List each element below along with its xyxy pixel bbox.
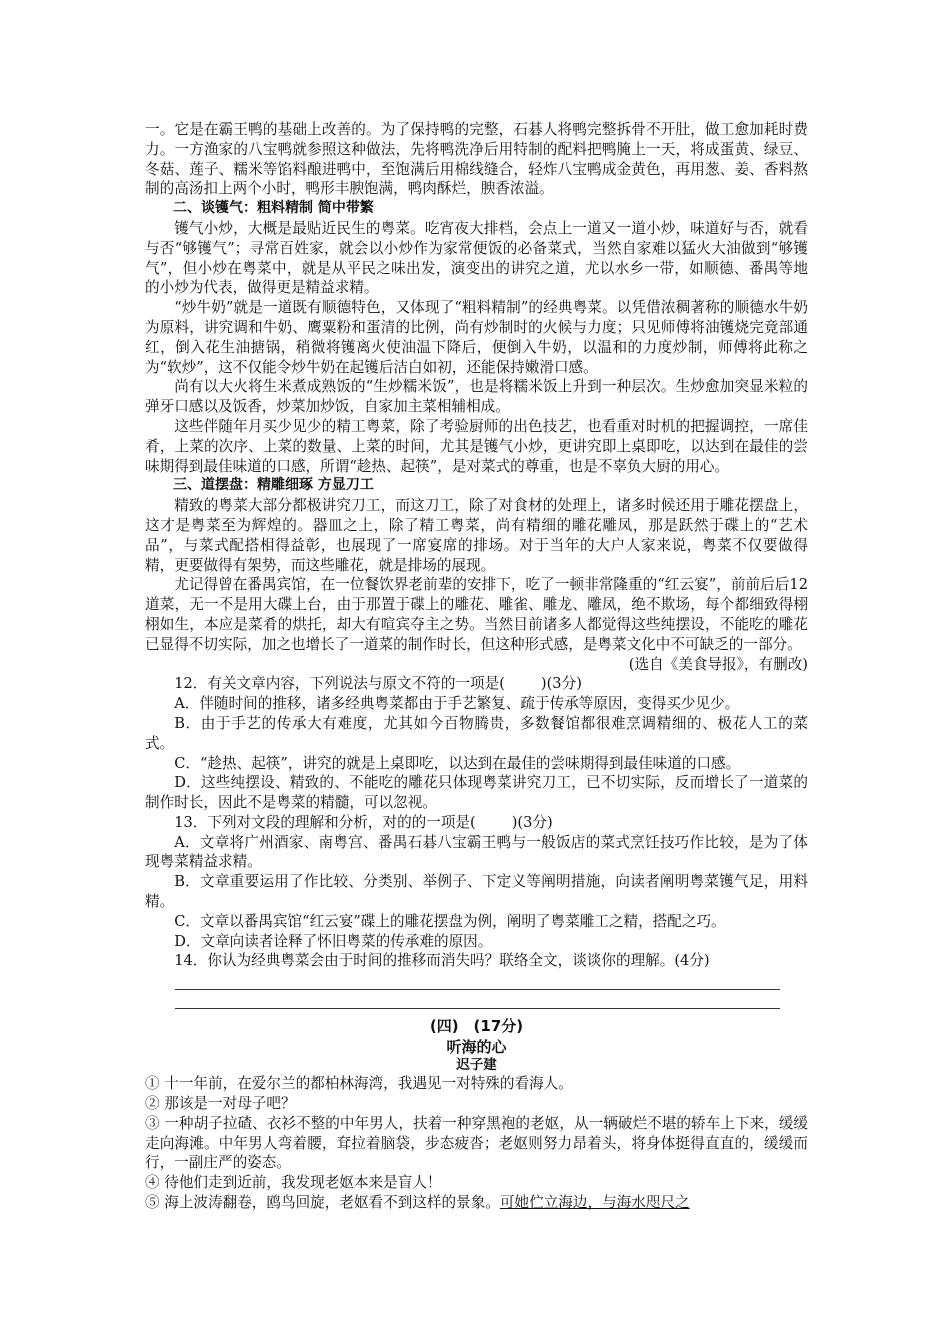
question-12-option-a: A．伴随时间的推移，诸多经典粤菜都由于手艺繁复、疏于传承等原因，变得买少见少。 bbox=[174, 695, 740, 713]
article-paragraph: 镬气小炒，大概是最贴近民生的粤菜。吃宵夜大排档，会点上一道又一道小炒，味道好与否，就看与否“够镬气”；寻常百姓家，就会以小炒作为家常便饭的必备菜式，当然自家难以猛火大油做到“够镬气”，但小炒在粤菜中，就是从平民之味出发，演变出的讲究之道，尤以水乡一带，如顺德、番禺等地的小炒为代表，做得更是精益求精。 bbox=[145, 219, 808, 297]
article-paragraph: 尚有以大火将生米煮成熟饭的“生炒糯米饭”，也是将糯米饭上升到一种层次。生炒愈加突显米粒的弹牙口感以及饭香，炒菜加炒饭，自家加主菜相辅相成。 bbox=[145, 378, 808, 416]
question-13-option-c: C．文章以番禺宾馆“红云宴”碟上的雕花摆盘为例，阐明了粤菜雕工之精，搭配之巧。 bbox=[174, 912, 726, 930]
question-12-stem: 12．有关文章内容，下列说法与原文不符的一项是( )(3分) bbox=[174, 675, 582, 693]
story-paragraph: ③ 一种胡子拉碴、衣衫不整的中年男人，扶着一种穿黑袍的老妪，从一辆破烂不堪的轿车上下来，缓缓走向海滩。中年男人弯着腰，耷拉着脑袋，步态疲沓；老妪则努力昂着头，将身体挺得直直的，缓缓而行，一副庄严的姿态。 bbox=[145, 1114, 808, 1172]
question-12-option-b: B．由于手艺的传承大有难度，尤其如今百物腾贵，多数餐馆都很难烹调精细的、极花人工的菜式。 bbox=[145, 714, 808, 752]
underlined-sentence: 可她伫立海边，与海水咫尺之 bbox=[499, 1194, 690, 1212]
answer-line[interactable] bbox=[175, 971, 780, 990]
question-12-option-c: C．“趁热、起筷”，讲究的就是上桌即吃，以达到在最佳的尝味期得到最佳味道的口感。 bbox=[174, 754, 741, 772]
story-paragraph: ⑤ 海上波涛翻卷，鸥鸟回旋，老妪看不到这样的景象。可她伫立海边，与海水咫尺之 bbox=[145, 1194, 690, 1212]
question-12-option-d: D．这些纯摆设、精致的、不能吃的雕花只体现粤菜讲究刀工，已不切实际，反而增长了一道菜的制作时长，因此不是粤菜的精髓，可以忽视。 bbox=[145, 774, 808, 812]
article-source: (选自《美食导报》，有删改) bbox=[628, 655, 808, 673]
article-paragraph: 尤记得曾在番禺宾馆，在一位餐饮界老前辈的安排下，吃了一顿非常隆重的“红云宴”，前前后后12道菜，无一不是用大碟上台，由于那置于碟上的雕花、雕雀、雕龙、雕凤，绝不欺场，每个都细致得栩栩如生，本应是菜肴的烘托，却大有喧宾夺主之势。当然目前诸多人都觉得这些纯摆设，不能吃的雕花已显得不切实际，加之也增长了一道菜的制作时长，但这种形式感，是粤菜文化中不可缺乏的一部分。 bbox=[145, 576, 808, 653]
question-13-option-d: D．文章向读者诠释了怀旧粤菜的传承难的原因。 bbox=[174, 932, 493, 950]
answer-line[interactable] bbox=[175, 990, 780, 1009]
question-13-stem: 13．下列对文段的理解和分析，对的的一项是( )(3分) bbox=[174, 813, 553, 831]
question-13-option-b: B．文章重要运用了作比较、分类别、举例子、下定义等阐明措施，向读者阐明粤菜镬气足，用料精。 bbox=[145, 873, 808, 911]
article-paragraph: 精致的粤菜大部分都极讲究刀工，而这刀工，除了对食材的处理上，诸多时候还用于雕花摆盘上，这才是粤菜至为辉煌的。器皿之上，除了精工粤菜，尚有精细的雕花雕凤，那是跃然于碟上的“艺术品”，与菜式配搭相得益彰，也展现了一席宴席的排场。对于当年的大户人家来说，粤菜不仅要做得精，更要做得有架势，而这些雕花，就是排场的展现。 bbox=[145, 497, 808, 574]
story-author: 迟子建 bbox=[456, 1057, 497, 1074]
story-title: 听海的心 bbox=[446, 1038, 507, 1057]
question-14-stem: 14．你认为经典粤菜会由于时间的推移而消失吗？联络全文，谈谈你的理解。(4分) bbox=[174, 952, 710, 970]
question-13-option-a: A．文章将广州酒家、南粤宫、番禺石碁八宝霸王鸭与一般饭店的菜式烹饪技巧作比较，是为了体现粤菜精益求精。 bbox=[145, 833, 808, 871]
article-paragraph: 这些伴随年月买少见少的精工粤菜，除了考验厨师的出色技艺，也看重对时机的把握调控，一席佳肴，上菜的次序、上菜的数量、上菜的时间，尤其是镬气小炒，更讲究即上桌即吃，以达到在最佳的尝味期得到最佳味道的口感，所谓“趁热、起筷”，是对菜式的尊重，也是不辜负大厨的用心。 bbox=[145, 417, 808, 475]
story-paragraph: ④ 待他们走到近前，我发现老妪本来是盲人！ bbox=[145, 1174, 442, 1192]
section-heading: (四) (17分) bbox=[429, 1017, 524, 1036]
document-page bbox=[145, 120, 808, 1213]
section-heading: 二、谈镬气：粗料精制 简中带繁 bbox=[173, 200, 374, 217]
section-heading: 三、道摆盘：精雕细琢 方显刀工 bbox=[173, 477, 374, 494]
story-paragraph: ② 那该是一对母子吧？ bbox=[145, 1095, 296, 1113]
article-paragraph: “炒牛奶”就是一道既有顺德特色，又体现了“粗料精制”的经典粤菜。以凭借浓稠著称的顺德水牛奶为原料，讲究调和牛奶、鹰粟粉和蛋清的比例，尚有炒制时的火候与力度；只见师傅将油镬烧完竟部通红，倒入花生油搪锅，稍微将镬离火使油温下降后，便倒入牛奶，以温和的力度炒制，师傅将此称之为“软炒”，这不仅能令炒牛奶在起镬后洁白如初，还能保持嫩滑口感。 bbox=[145, 299, 808, 376]
story-paragraph: ① 十一年前，在爱尔兰的都柏林海湾，我遇见一对特殊的看海人。 bbox=[145, 1075, 573, 1093]
article-paragraph: 一。它是在霸王鸭的基础上改善的。为了保持鸭的完整，石碁人将鸭完整拆骨不开肚，做工愈加耗时费力。一方渔家的八宝鸭就参照这种做法，先将鸭洗净后用特制的配料把鸭腌上一天，将成蛋黄、绿豆、冬菇、莲子、糯米等馅料酿进鸭中，至饱满后用棉线缝合，轻炸八宝鸭成金黄色，再用葱、姜、香料熬制的高汤扣上两个小时，鸭形丰腴饱满，鸭肉酥烂，腴香浓溢。 bbox=[145, 121, 808, 198]
